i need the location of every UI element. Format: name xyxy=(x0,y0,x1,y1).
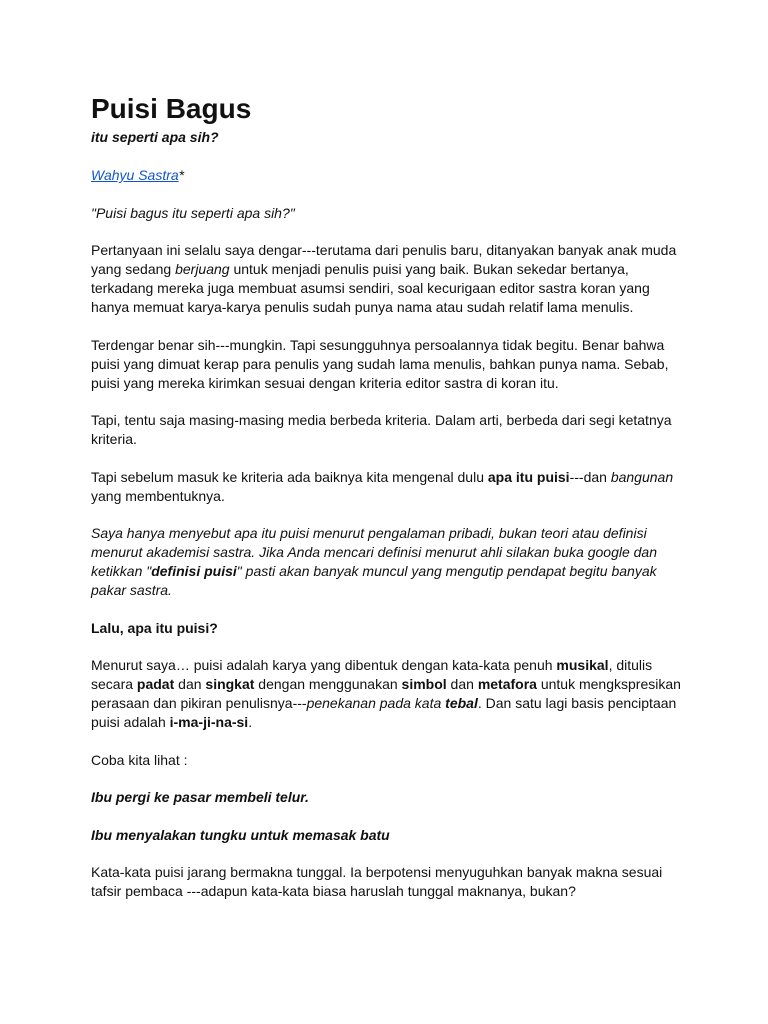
paragraph-5-text-c: " pasti akan banyak muncul yang mengutip pendapat begitu banyak pakar sastra. xyxy=(91,563,657,598)
paragraph-1-text-c: untuk menjadi penulis puisi yang baik. Bukan sekedar bertanya, terkadang mereka juga membuat asumsi sendiri, soal kecurigaan editor sastra koran yang hanya memuat karya-karya penulis sudah punya nama atau sudah relatif lama menulis. xyxy=(91,261,650,315)
paragraph-4-text-e: yang membentuknya. xyxy=(91,487,225,504)
p6-a: Menurut saya… puisi adalah karya yang dibentuk dengan kata-kata penuh xyxy=(91,657,557,673)
paragraph-4-text-a: Tapi sebelum masuk ke kriteria ada baiknya kita mengenal dulu xyxy=(91,468,488,485)
paragraph-5-bold: definisi puisi xyxy=(151,563,237,579)
author-link[interactable]: Wahyu Sastra xyxy=(91,167,179,183)
paragraph-2: Terdengar benar sih---mungkin. Tapi sesungguhnya persoalannya tidak begitu. Benar bahwa puisi yang dimuat kerap para penulis yang sudah lama menulis, bahkan punya nama. Sebab, puisi yang mereka kirimkan sesuai dengan kriteria editor sastra di koran itu. xyxy=(91,336,669,391)
p6-i: dan xyxy=(446,676,478,692)
article-subtitle: itu seperti apa sih? xyxy=(91,129,219,145)
article-title: Puisi Bagus xyxy=(91,93,252,124)
author-line xyxy=(91,166,681,185)
p6-simbol: simbol xyxy=(401,676,447,692)
opening-quote: "Puisi bagus itu seperti apa sih?" xyxy=(91,204,295,221)
p6-l: penekanan pada kata xyxy=(306,695,446,711)
p6-c: , ditulis secara xyxy=(91,657,653,692)
p6-k: untuk mengkspresikan perasaan dan pikiran penulisnya--- xyxy=(91,676,681,711)
paragraph-4 xyxy=(91,468,681,506)
paragraph-4-italic: bangunan xyxy=(610,468,674,485)
p6-padat: padat xyxy=(136,676,175,692)
paragraph-3: Tapi, tentu saja masing-masing media berbeda kriteria. Dalam arti, berbeda dari segi ketatnya kriteria. xyxy=(91,412,672,447)
paragraph-5 xyxy=(91,524,681,600)
paragraph-4-bold: apa itu puisi xyxy=(487,468,570,485)
p6-g: dengan menggunakan xyxy=(254,676,402,692)
paragraph-7: Coba kita lihat : xyxy=(91,751,188,768)
p6-p: . xyxy=(248,714,253,730)
p6-n: . Dan satu lagi basis penciptaan puisi adalah xyxy=(91,695,677,730)
p6-imajinasi: i-ma-ji-na-si xyxy=(169,714,249,730)
paragraph-8: Kata-kata puisi jarang bermakna tunggal. Ia berpotensi menyuguhkan banyak makna sesuai tafsir pembaca ---adapun kata-kata biasa haruslah tunggal maknanya, bukan? xyxy=(91,864,663,899)
p6-e: dan xyxy=(174,676,206,692)
example-line-2: Ibu menyalakan tungku untuk memasak batu xyxy=(91,826,390,843)
paragraph-1 xyxy=(91,241,681,317)
paragraph-1-emphasis: berjuang xyxy=(175,261,230,277)
paragraph-1-text-a: Pertanyaan ini selalu saya dengar---terutama dari penulis baru, ditanyakan banyak anak muda yang sedang xyxy=(91,242,677,277)
paragraph-6 xyxy=(91,656,681,732)
p6-metafora: metafora xyxy=(477,676,537,692)
p6-singkat: singkat xyxy=(205,676,255,692)
author-mark: * xyxy=(178,167,185,183)
paragraph-5-text-a: Saya hanya menyebut apa itu puisi menurut pengalaman pribadi, bukan teori atau definisi menurut akademisi sastra. Jika Anda mencari definisi menurut ahli silakan buka google dan ketikkan " xyxy=(91,525,658,579)
paragraph-4-text-c: ---dan xyxy=(569,468,611,485)
document-page xyxy=(91,90,681,920)
section-heading: Lalu, apa itu puisi? xyxy=(91,619,218,636)
p6-musikal: musikal xyxy=(556,657,609,673)
p6-tebal: tebal xyxy=(445,695,478,711)
example-line-1: Ibu pergi ke pasar membeli telur. xyxy=(91,789,309,805)
